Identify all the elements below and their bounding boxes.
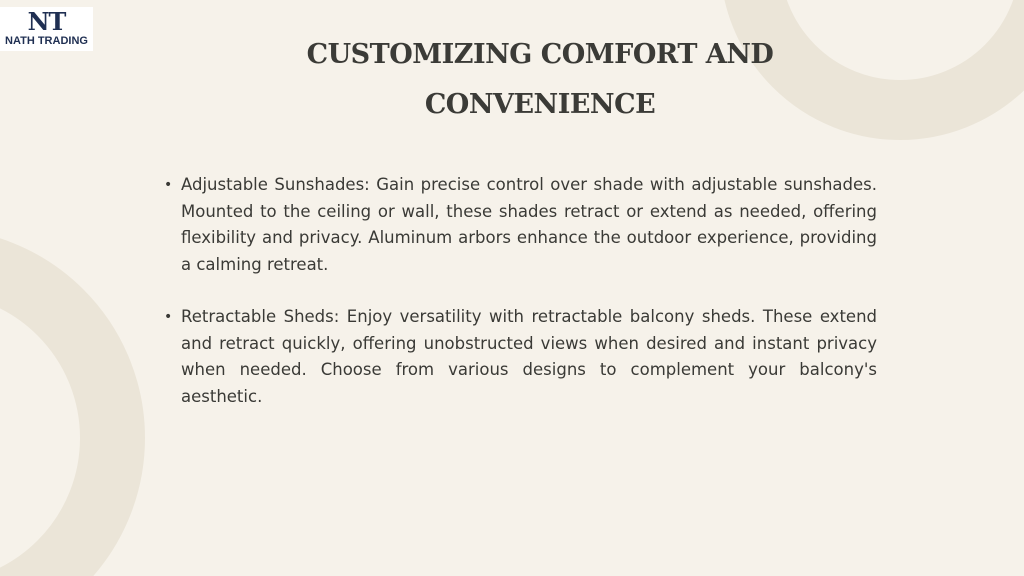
slide-title-line-1: CUSTOMIZING COMFORT AND (306, 39, 774, 70)
slide-title (280, 30, 800, 130)
slide-title-line-2: CONVENIENCE (424, 89, 656, 120)
bullet-dot-icon: • (164, 309, 173, 325)
bullet-item-adjustable-sunshades (163, 172, 877, 278)
bullet-text: Retractable Sheds: Enjoy versatility with retractable balcony sheds. These extend and retract quickly, offering unobstructed views when desired and instant privacy when needed. Choose from various designs to complement your balcony's aesthetic. (181, 307, 877, 406)
bullet-text: Adjustable Sunshades: Gain precise control over shade with adjustable sunshades. Mounted to the ceiling or wall, these shades retract or extend as needed, offering flexibility and privacy. Aluminum arbors enhance the outdoor experience, providing a calming retreat. (181, 175, 877, 274)
logo-mark: NT (27, 7, 66, 36)
company-logo (0, 7, 93, 51)
logo-company-name: NATH TRADING (5, 35, 88, 47)
bullet-item-retractable-sheds (163, 304, 877, 410)
decorative-ring-left (0, 228, 145, 576)
bullet-dot-icon: • (164, 177, 173, 193)
bullet-list (163, 172, 877, 436)
